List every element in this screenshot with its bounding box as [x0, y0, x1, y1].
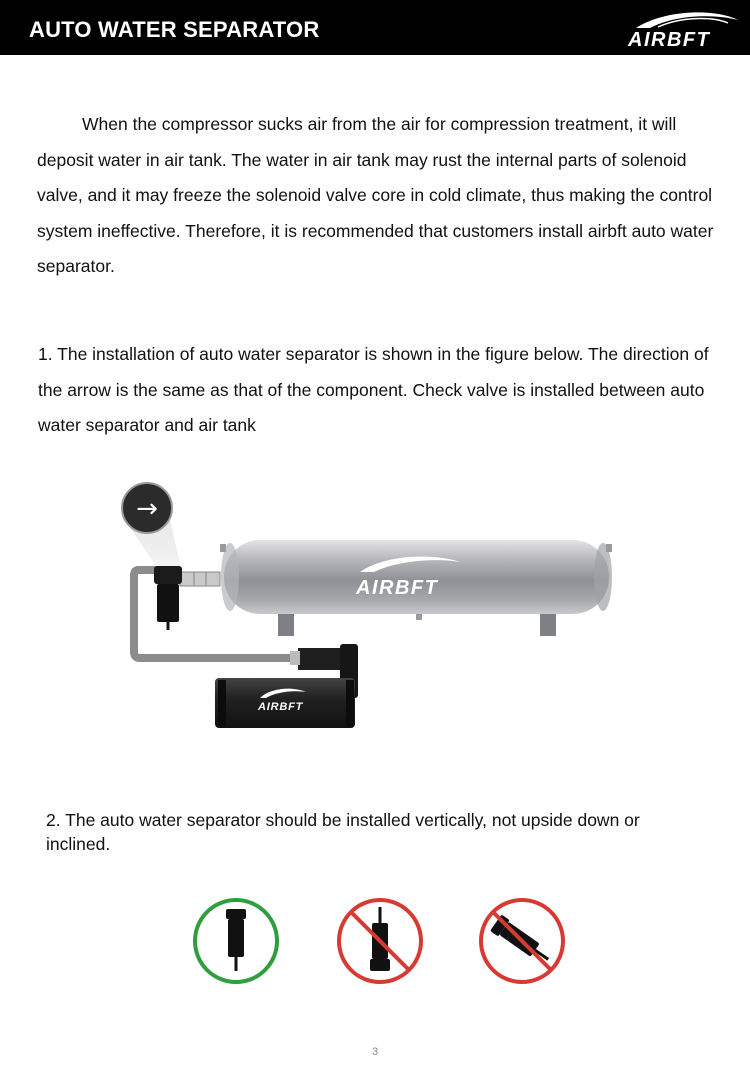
arrow-icon: →: [136, 494, 158, 524]
installation-diagram: [120, 480, 640, 740]
orientation-upside-down-wrong-icon: [334, 895, 426, 987]
step-2-text: 2. The auto water separator should be installed vertically, not upside down or inclined.: [46, 810, 640, 854]
brand-logo-text: AIRBFT: [628, 29, 711, 50]
page-number: 3: [371, 1046, 379, 1058]
air-tank: [220, 540, 612, 620]
brand-logo: [624, 8, 742, 50]
compressor-brand-text: AIRBFT: [258, 701, 304, 713]
direction-callout: [122, 483, 172, 533]
water-separator: [154, 566, 220, 630]
page-header: [0, 0, 750, 55]
page-title: AUTO WATER SEPARATOR: [29, 17, 320, 42]
step-1-text: 1. The installation of auto water separator is shown in the figure below. The direction of the arrow is the same as that of the component. Check valve is installed between auto water separator and air tank: [38, 344, 709, 435]
intro-paragraph: When the compressor sucks air from the air for compression treatment, it will deposit water in air tank. The water in air tank may rust the internal parts of solenoid valve, and it may freeze the solenoid valve core in cold climate, thus making the control system ineffective. Therefore, it is recommended that customers install airbft auto water separator.: [37, 114, 714, 276]
orientation-inclined-wrong-icon: [476, 895, 568, 987]
orientation-vertical-correct-icon: [190, 895, 282, 987]
tank-brand-text: AIRBFT: [356, 577, 439, 599]
